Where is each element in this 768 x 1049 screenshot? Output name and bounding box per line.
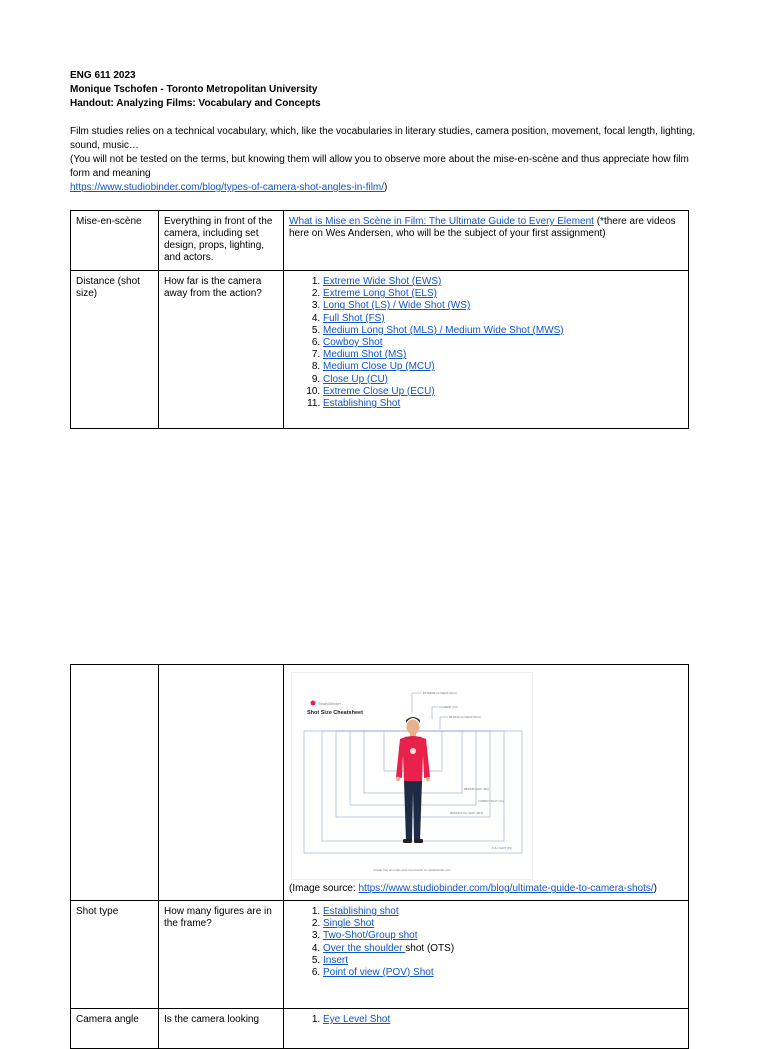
studiobinder-link[interactable]: https://www.studiobinder.com/blog/types-of-camera-shot-angles-in-film/ [70, 182, 385, 193]
list-item [323, 349, 683, 361]
handout-title: Handout: Analyzing Films: Vocabulary and Concepts [70, 98, 321, 109]
shot-type-list [289, 906, 683, 979]
cheatsheet-illustration [292, 673, 532, 879]
list-item-link[interactable]: Close Up (CU) [323, 373, 389, 385]
list-item [323, 361, 683, 373]
intro-link-line: https://www.studiobinder.com/blog/types-of-camera-shot-angles-in-film/) [70, 182, 388, 193]
list-item-link[interactable]: Long Shot (LS) / Wide Shot (WS) [323, 300, 471, 312]
list-cell [284, 901, 689, 1009]
author-line: Monique Tschofen - Toronto Metropolitan University [70, 84, 318, 95]
list-item-link[interactable]: Extreme Long Shot (ELS) [323, 288, 437, 300]
list-item-link[interactable]: Over the shoulder [323, 942, 406, 954]
sheet-label-ecu: EXTREME CLOSEUP (ECU) [423, 692, 457, 695]
list-item [323, 313, 683, 325]
sheet-label-fs: FULL SHOT (FS) [492, 847, 512, 850]
term-cell: Mise-en-scène [71, 211, 159, 271]
intro-text-2: (You will not be tested on the terms, but knowing them will allow you to observe more about the mise-en-scène and thus appreciate how film form and meaning [70, 154, 689, 179]
list-item-link[interactable]: Insert [323, 954, 349, 966]
term-cell: Camera angle [71, 1009, 159, 1049]
image-cell [284, 665, 689, 901]
list-item-link[interactable]: Medium Shot (MS) [323, 349, 407, 361]
sheet-label-ms: MEDIUM SHOT (MS) [464, 788, 489, 791]
vocabulary-table-2 [70, 664, 689, 1049]
list-item [323, 386, 683, 398]
list-item [323, 276, 683, 288]
list-item [323, 943, 683, 955]
image-source-link[interactable]: https://www.studiobinder.com/blog/ultimate-guide-to-camera-shots/ [358, 883, 654, 894]
course-code: ENG 611 2023 [70, 70, 136, 81]
table-row [71, 271, 689, 429]
list-item-text: shot (OTS) [405, 942, 455, 954]
table-row [71, 901, 689, 1009]
list-item-link[interactable]: Establishing shot [323, 906, 399, 917]
question-cell: Is the camera looking [159, 1009, 284, 1049]
list-item [323, 300, 683, 312]
term-cell: Distance (shot size) [71, 271, 159, 429]
table-row [71, 211, 689, 271]
intro-text-1: Film studies relies on a technical vocabulary, which, like the vocabularies in literary studies, camera position, movement, focal length, lighting, sound, music… [70, 126, 696, 151]
list-item-link[interactable]: Single Shot [323, 918, 375, 930]
list-item [323, 930, 683, 942]
resource-note: (*there are videos here on Wes Andersen, who will be the subject of your first assignment) [289, 216, 676, 239]
list-item [323, 967, 683, 979]
list-item-link[interactable]: Cowboy Shot [323, 337, 383, 349]
list-item-link[interactable]: Establishing Shot [323, 398, 401, 410]
list-item [323, 337, 683, 349]
empty-cell [159, 665, 284, 901]
document-header [70, 69, 710, 111]
sheet-footer: Create free shot lists and storyboards on studiobinder.com [373, 868, 451, 872]
list-item-link[interactable]: Eye Level Shot [323, 1014, 391, 1025]
list-item-link[interactable]: Medium Long Shot (MLS) / Medium Wide Shot (MWS) [323, 324, 564, 336]
question-cell: Everything in front of the camera, including set design, props, lighting, and actors. [159, 211, 284, 271]
studiobinder-logo-icon [311, 701, 316, 706]
list-cell [284, 271, 689, 429]
list-item-link[interactable]: Extreme Close Up (ECU) [323, 385, 435, 397]
vocabulary-table-1 [70, 210, 689, 429]
list-item [323, 325, 683, 337]
list-item-link[interactable]: Extreme Wide Shot (EWS) [323, 276, 442, 287]
intro-paragraph [70, 125, 700, 195]
resource-cell [284, 211, 689, 271]
list-item [323, 288, 683, 300]
list-item-link[interactable]: Full Shot (FS) [323, 312, 385, 324]
empty-cell [71, 665, 159, 901]
sheet-label-cs: COWBOY SHOT (CS) [478, 800, 504, 803]
list-item [323, 398, 683, 410]
list-cell [284, 1009, 689, 1049]
list-item-link[interactable]: Point of view (POV) Shot [323, 967, 434, 979]
list-item [323, 918, 683, 930]
shot-size-list [289, 276, 683, 410]
list-item [323, 906, 683, 918]
table-row [71, 1009, 689, 1049]
sheet-label-mfs: MEDIUM FULL SHOT (MFS) [450, 812, 484, 815]
sheet-brand: StudioBinder [318, 701, 341, 706]
list-item [323, 1014, 683, 1026]
list-item-link[interactable]: Two-Shot/Group shot [323, 930, 418, 942]
term-cell: Shot type [71, 901, 159, 1009]
table-row [71, 665, 689, 901]
sheet-label-cu: CLOSEUP (CU) [439, 706, 458, 709]
question-cell: How many figures are in the frame? [159, 901, 284, 1009]
sheet-label-mcu: MEDIUM CLOSEUP (MCU) [449, 716, 481, 719]
person-figure-icon [396, 717, 430, 843]
list-item-link[interactable]: Medium Close Up (MCU) [323, 361, 435, 373]
list-item [323, 374, 683, 386]
question-cell: How far is the camera away from the action? [159, 271, 284, 429]
sheet-title: Shot Size Cheatsheet [307, 710, 363, 716]
shot-size-cheatsheet-image [291, 672, 533, 880]
mise-en-scene-link[interactable]: What is Mise en Scène in Film: The Ultimate Guide to Every Element [289, 216, 594, 227]
image-source-line: (Image source: https://www.studiobinder.com/blog/ultimate-guide-to-camera-shots/) [289, 883, 657, 894]
list-item [323, 955, 683, 967]
camera-angle-list [289, 1014, 683, 1026]
